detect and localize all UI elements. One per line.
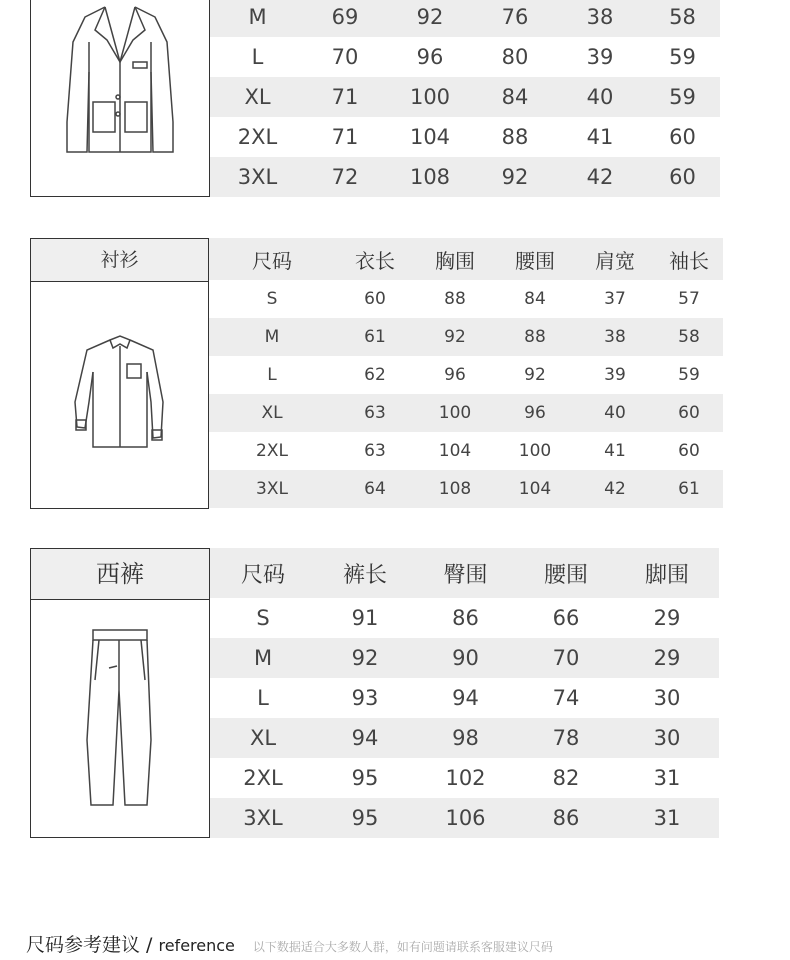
size-cell: 3XL xyxy=(209,470,335,508)
measurement-cell: 93 xyxy=(351,686,379,710)
size-cell: L xyxy=(267,365,277,385)
table-header-row xyxy=(210,548,719,598)
table-row xyxy=(210,758,719,798)
measurement-cell: 41 xyxy=(586,125,614,149)
measurement-cell: 104 xyxy=(438,441,472,461)
size-cell: XL xyxy=(209,394,335,432)
measurement-cell: 29 xyxy=(653,606,681,630)
measurement-cell: 61 xyxy=(335,318,415,356)
shirt-title: 衬衫 xyxy=(31,239,208,282)
measurement-cell: 96 xyxy=(495,394,575,432)
measurement-cell: 42 xyxy=(555,157,645,197)
table-row xyxy=(210,798,719,838)
measurement-cell: 78 xyxy=(517,718,615,758)
shirt-icon xyxy=(65,332,175,462)
footer-heading: 尺码参考建议 / xyxy=(26,934,159,956)
measurement-cell: 98 xyxy=(414,718,517,758)
size-cell: XL xyxy=(210,718,316,758)
measurement-cell: 70 xyxy=(331,45,359,69)
measurement-cell: 90 xyxy=(414,638,517,678)
measurement-cell: 66 xyxy=(552,606,580,630)
trousers-icon xyxy=(65,620,175,810)
measurement-cell: 63 xyxy=(335,394,415,432)
measurement-cell: 60 xyxy=(669,125,696,149)
measurement-cell: 92 xyxy=(475,157,555,197)
table-header-row xyxy=(209,238,723,280)
measurement-cell: 72 xyxy=(305,157,385,197)
measurement-cell: 82 xyxy=(552,766,580,790)
table-row xyxy=(209,470,723,508)
measurement-cell: 100 xyxy=(385,77,475,117)
size-cell: M xyxy=(210,0,305,37)
measurement-cell: 31 xyxy=(653,766,681,790)
column-header: 脚围 xyxy=(615,548,719,598)
measurement-cell: 84 xyxy=(524,289,546,309)
size-cell: 3XL xyxy=(210,157,305,197)
suit-jacket-image-box xyxy=(30,0,210,197)
measurement-cell: 30 xyxy=(615,718,719,758)
size-cell: 2XL xyxy=(256,441,288,461)
measurement-cell: 100 xyxy=(518,441,552,461)
measurement-cell: 62 xyxy=(364,365,386,385)
trousers-title: 西裤 xyxy=(31,549,209,600)
size-cell: S xyxy=(256,606,270,630)
measurement-cell: 63 xyxy=(364,441,386,461)
measurement-cell: 88 xyxy=(444,289,466,309)
table-row xyxy=(210,37,720,77)
trousers-size-table xyxy=(210,548,719,838)
measurement-cell: 69 xyxy=(305,0,385,37)
table-row xyxy=(209,432,723,470)
size-cell: 3XL xyxy=(210,798,316,838)
measurement-cell: 92 xyxy=(415,318,495,356)
suit-jacket-section xyxy=(30,0,730,200)
table-row xyxy=(209,318,723,356)
measurement-cell: 91 xyxy=(351,606,379,630)
measurement-cell: 29 xyxy=(615,638,719,678)
table-row xyxy=(209,280,723,318)
measurement-cell: 92 xyxy=(316,638,414,678)
measurement-cell: 30 xyxy=(653,686,681,710)
column-header: 裤长 xyxy=(316,548,414,598)
measurement-cell: 88 xyxy=(501,125,529,149)
trousers-image-box xyxy=(30,548,210,838)
trousers-section xyxy=(30,548,730,840)
measurement-cell: 86 xyxy=(452,606,479,630)
measurement-cell: 60 xyxy=(364,289,386,309)
size-reference-footer xyxy=(26,930,553,957)
measurement-cell: 60 xyxy=(678,441,700,461)
measurement-cell: 40 xyxy=(575,394,655,432)
size-cell: M xyxy=(209,318,335,356)
measurement-cell: 86 xyxy=(517,798,615,838)
table-row xyxy=(210,718,719,758)
size-cell: XL xyxy=(210,77,305,117)
column-header: 肩宽 xyxy=(575,238,655,280)
measurement-cell: 38 xyxy=(555,0,645,37)
column-header: 衣长 xyxy=(335,238,415,280)
measurement-cell: 76 xyxy=(475,0,555,37)
table-row xyxy=(209,356,723,394)
measurement-cell: 39 xyxy=(586,45,614,69)
measurement-cell: 57 xyxy=(678,289,700,309)
measurement-cell: 106 xyxy=(414,798,517,838)
measurement-cell: 31 xyxy=(615,798,719,838)
measurement-cell: 71 xyxy=(305,77,385,117)
size-cell: L xyxy=(257,686,269,710)
table-row xyxy=(210,598,719,638)
column-header: 腰围 xyxy=(517,548,615,598)
measurement-cell: 92 xyxy=(385,0,475,37)
measurement-cell: 59 xyxy=(645,77,720,117)
measurement-cell: 60 xyxy=(645,157,720,197)
table-row xyxy=(210,0,720,37)
measurement-cell: 38 xyxy=(575,318,655,356)
size-cell: 2XL xyxy=(237,125,278,149)
table-row xyxy=(210,117,720,157)
suit-jacket-size-table xyxy=(210,0,720,197)
measurement-cell: 96 xyxy=(416,45,444,69)
footer-heading-en: reference xyxy=(158,936,235,955)
shirt-size-table xyxy=(209,238,723,508)
measurement-cell: 94 xyxy=(316,718,414,758)
column-header: 腰围 xyxy=(495,238,575,280)
measurement-cell: 80 xyxy=(501,45,529,69)
column-header: 尺码 xyxy=(209,238,335,280)
measurement-cell: 96 xyxy=(444,365,466,385)
measurement-cell: 42 xyxy=(575,470,655,508)
shirt-section xyxy=(30,238,730,510)
measurement-cell: 61 xyxy=(655,470,723,508)
column-header: 袖长 xyxy=(655,238,723,280)
measurement-cell: 60 xyxy=(655,394,723,432)
size-cell: M xyxy=(210,638,316,678)
column-header: 臀围 xyxy=(414,548,517,598)
measurement-cell: 108 xyxy=(385,157,475,197)
suit-jacket-icon xyxy=(45,2,195,172)
measurement-cell: 74 xyxy=(552,686,580,710)
measurement-cell: 102 xyxy=(445,766,486,790)
table-row xyxy=(210,678,719,718)
measurement-cell: 37 xyxy=(604,289,626,309)
column-header: 尺码 xyxy=(210,548,316,598)
measurement-cell: 41 xyxy=(604,441,626,461)
measurement-cell: 84 xyxy=(475,77,555,117)
measurement-cell: 58 xyxy=(645,0,720,37)
size-cell: 2XL xyxy=(243,766,283,790)
measurement-cell: 95 xyxy=(316,798,414,838)
measurement-cell: 104 xyxy=(495,470,575,508)
column-header: 胸围 xyxy=(415,238,495,280)
measurement-cell: 70 xyxy=(517,638,615,678)
measurement-cell: 39 xyxy=(604,365,626,385)
measurement-cell: 40 xyxy=(555,77,645,117)
footer-note: 以下数据适合大多数人群，如有问题请联系客服建议尺码 xyxy=(252,940,553,954)
measurement-cell: 71 xyxy=(331,125,359,149)
shirt-image-box xyxy=(30,238,209,509)
size-cell: L xyxy=(251,45,264,69)
measurement-cell: 108 xyxy=(415,470,495,508)
measurement-cell: 59 xyxy=(678,365,700,385)
table-row xyxy=(210,638,719,678)
measurement-cell: 58 xyxy=(655,318,723,356)
measurement-cell: 88 xyxy=(495,318,575,356)
measurement-cell: 94 xyxy=(452,686,479,710)
table-row xyxy=(209,394,723,432)
table-row xyxy=(210,77,720,117)
measurement-cell: 104 xyxy=(409,125,451,149)
measurement-cell: 92 xyxy=(524,365,546,385)
measurement-cell: 59 xyxy=(669,45,696,69)
table-row xyxy=(210,157,720,197)
measurement-cell: 100 xyxy=(415,394,495,432)
measurement-cell: 95 xyxy=(351,766,379,790)
measurement-cell: 64 xyxy=(335,470,415,508)
size-cell: S xyxy=(266,289,278,309)
